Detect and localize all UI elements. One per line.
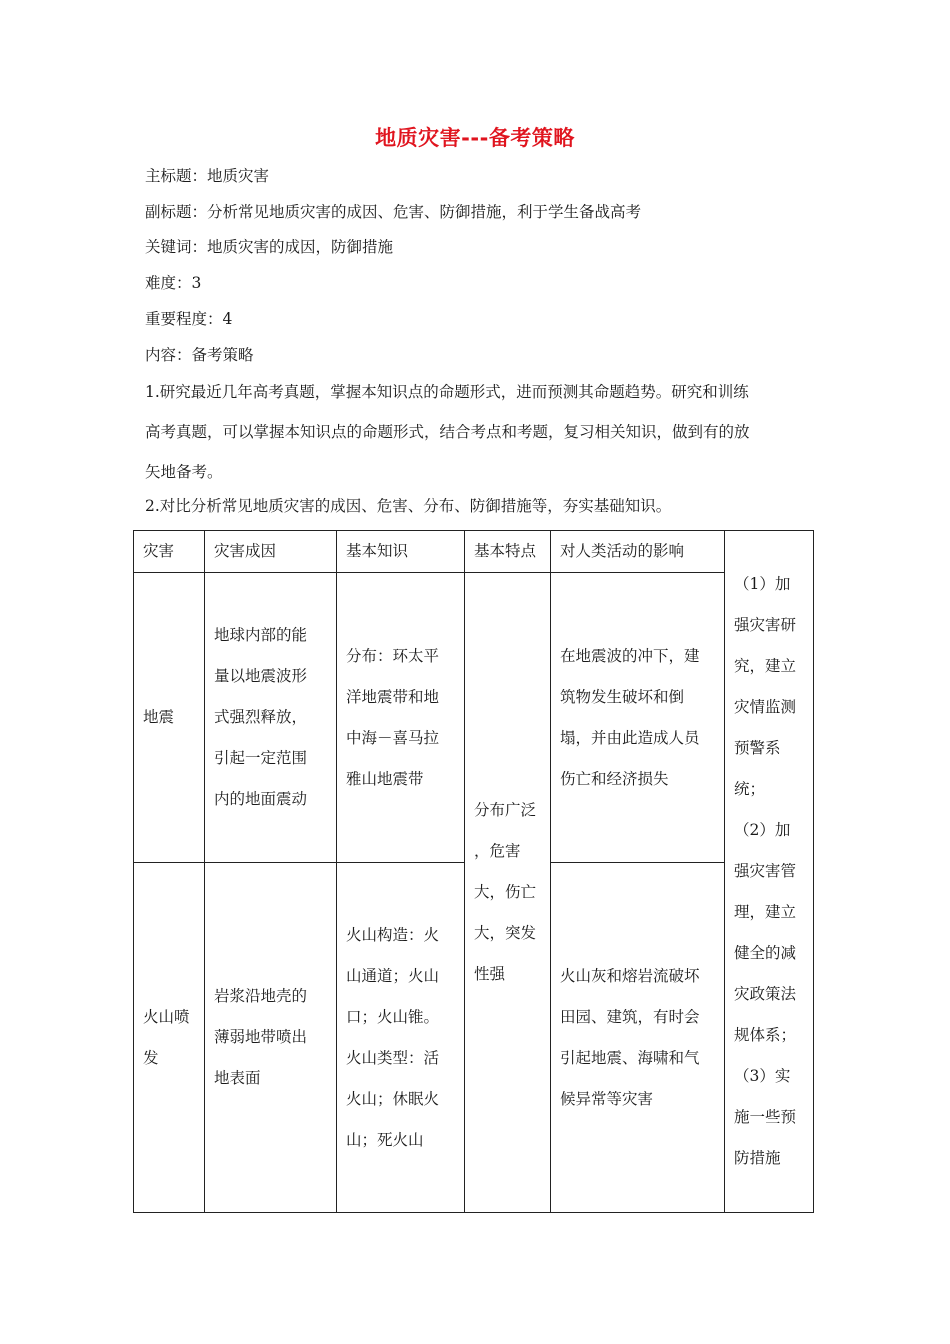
impact-line: 塌，并由此造成人员 (560, 728, 700, 747)
cause-line: 地表面 (214, 1069, 261, 1087)
cause-line: 量以地震波形 (214, 667, 308, 685)
disaster-name-line: 发 (143, 1048, 159, 1067)
knowledge-line: 洋地震带和地 (346, 687, 440, 706)
content-line: 内容：备考策略 (145, 346, 254, 364)
measures-line: 施一些预 (734, 1108, 797, 1126)
measures-line: 统； (734, 780, 766, 798)
measures-line: 强灾害管 (734, 862, 797, 880)
measures-line: 强灾害研 (734, 616, 797, 634)
knowledge-line: 分布：环太平 (346, 646, 440, 665)
main-title-line: 主标题：地质灾害 (145, 167, 270, 185)
impact-line: 田园、建筑，有时会 (560, 1007, 700, 1026)
difficulty-line: 难度：3 (145, 274, 202, 292)
subtitle-line: 副标题：分析常见地质灾害的成因、危害、防御措施，利于学生备战高考 (145, 203, 642, 221)
knowledge-line: 中海－喜马拉 (346, 728, 440, 747)
cause-line: 地球内部的能 (214, 626, 308, 644)
measures-line: （2）加 (734, 821, 791, 839)
cause-line: 引起一定范围 (214, 749, 308, 767)
measures-line: 防措施 (734, 1149, 781, 1167)
measures-line: （3）实 (734, 1067, 791, 1085)
features-line: 性强 (474, 965, 506, 983)
measures-line: 健全的减 (734, 944, 797, 962)
impact-line: 伤亡和经济损失 (560, 769, 669, 788)
measures-line: 规体系； (734, 1026, 797, 1044)
features-cell (465, 573, 551, 1213)
table-header-row (134, 531, 814, 573)
table-row-earthquake (134, 573, 814, 863)
features-line: 大，伤亡 (474, 883, 537, 901)
measures-line: 理，建立 (734, 903, 797, 921)
header-disaster: 灾害 (134, 531, 205, 573)
earthquake-cause-cell (205, 573, 337, 863)
earthquake-disaster-cell (134, 573, 205, 863)
measures-line: 灾政策法 (734, 985, 797, 1003)
impact-line: 在地震波的冲下，建 (560, 646, 700, 665)
paragraph-2: 2.对比分析常见地质灾害的成因、危害、分布、防御措施等，夯实基础知识。 (145, 497, 672, 515)
cause-line: 内的地面震动 (214, 790, 308, 808)
disaster-name-line: 火山喷 (143, 1007, 190, 1026)
features-line: ，危害 (474, 842, 521, 860)
knowledge-line: 山；死火山 (346, 1130, 424, 1149)
volcano-impact-cell (551, 863, 725, 1213)
measures-cell (725, 531, 814, 1213)
disaster-name: 地震 (143, 708, 175, 726)
paragraph-1-line-1: 1.研究最近几年高考真题，掌握本知识点的命题形式，进而预测其命题趋势。研究和训练 (145, 383, 749, 401)
header-cause: 灾害成因 (205, 531, 337, 573)
knowledge-line: 火山构造：火 (346, 925, 440, 944)
features-line: 分布广泛 (474, 801, 537, 819)
volcano-disaster-cell (134, 863, 205, 1213)
earthquake-knowledge-cell (337, 573, 465, 863)
knowledge-line: 山通道；火山 (346, 966, 440, 985)
features-line: 大，突发 (474, 924, 537, 942)
keywords-line: 关键词：地质灾害的成因，防御措施 (145, 238, 394, 256)
header-impact: 对人类活动的影响 (551, 531, 725, 573)
paragraph-1-line-3: 矢地备考。 (145, 463, 223, 481)
measures-line: 预警系 (734, 739, 781, 757)
impact-line: 火山灰和熔岩流破坏 (560, 966, 700, 985)
knowledge-line: 雅山地震带 (346, 769, 424, 788)
importance-line: 重要程度：4 (145, 310, 233, 328)
disaster-comparison-table (133, 530, 814, 1213)
knowledge-line: 火山；休眠火 (346, 1089, 440, 1108)
measures-line: 究，建立 (734, 657, 797, 675)
impact-line: 引起地震、海啸和气 (560, 1048, 700, 1067)
knowledge-line: 火山类型：活 (346, 1048, 440, 1067)
volcano-knowledge-cell (337, 863, 465, 1213)
paragraph-1-line-2: 高考真题，可以掌握本知识点的命题形式，结合考点和考题，复习相关知识，做到有的放 (145, 423, 750, 441)
header-features: 基本特点 (465, 531, 551, 573)
measures-line: （1）加 (734, 575, 791, 593)
cause-line: 薄弱地带喷出 (214, 1028, 308, 1046)
earthquake-impact-cell (551, 573, 725, 863)
document-title: 地质灾害---备考策略 (375, 126, 575, 150)
cause-line: 式强烈释放， (214, 708, 308, 726)
volcano-cause-cell (205, 863, 337, 1213)
knowledge-line: 口；火山锥。 (346, 1007, 440, 1026)
cause-line: 岩浆沿地壳的 (214, 987, 308, 1005)
impact-line: 筑物发生破坏和倒 (560, 687, 685, 706)
measures-line: 灾情监测 (734, 698, 797, 716)
impact-line: 候异常等灾害 (560, 1089, 654, 1108)
header-knowledge: 基本知识 (337, 531, 465, 573)
